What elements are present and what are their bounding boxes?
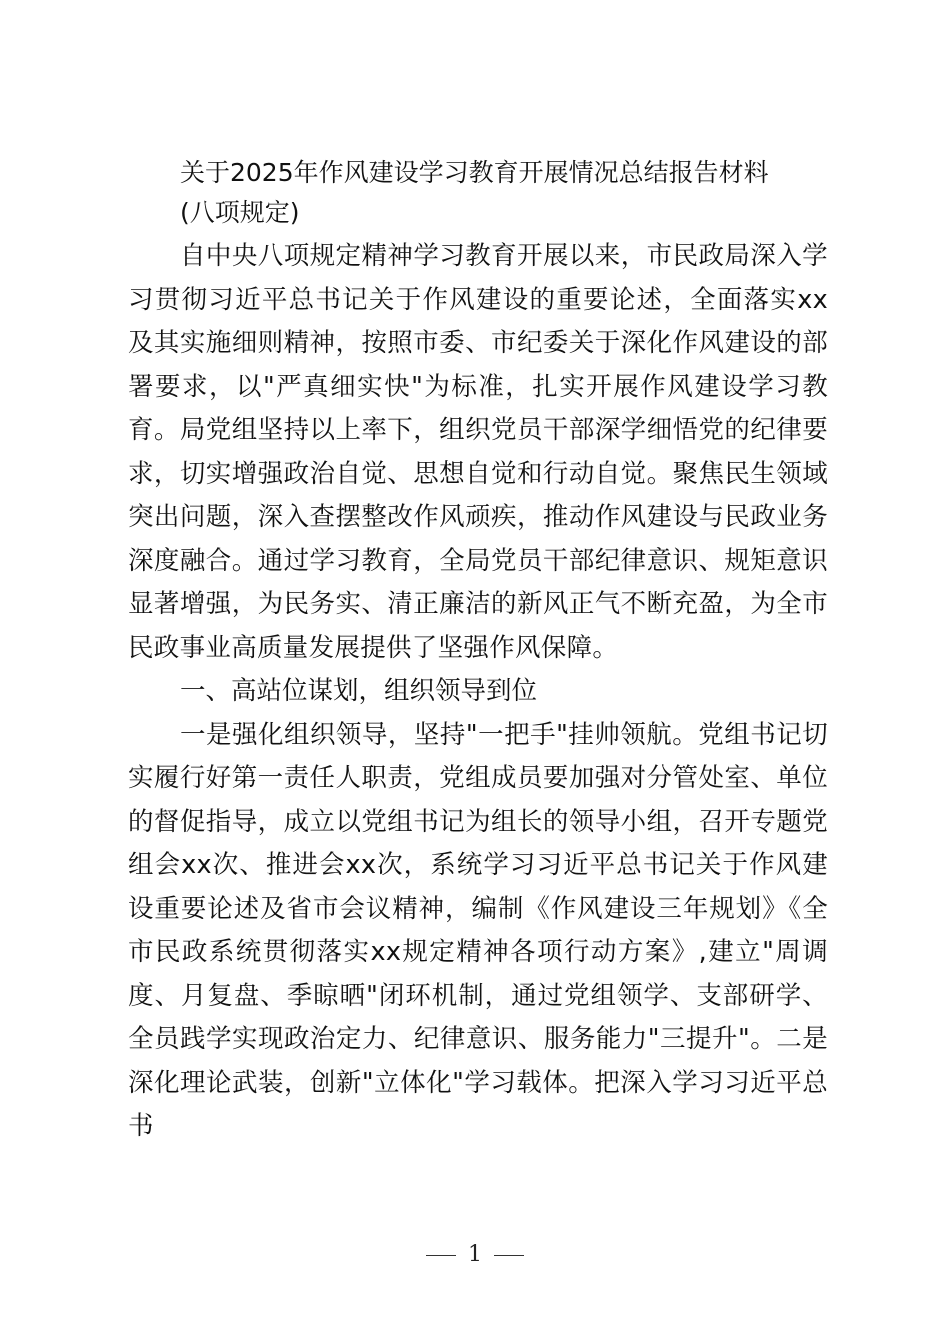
intro-paragraph: 自中央八项规定精神学习教育开展以来，市民政局深入学习贯彻习近平总书记关于作风建设的重要论述，全面落实xx及其实施细则精神，按照市委、市纪委关于深化作风建设的部署要求，以"严真细实快"为标准，扎实开展作风建设学习教育。局党组坚持以上率下，组织党员干部深学细悟党的纪律要求，切实增强政治自觉、思想自觉和行动自觉。聚焦民生领域突出问题，深入查摆整改作风顽疾，推动作风建设与民政业务深度融合。通过学习教育，全局党员干部纪律意识、规矩意识显著增强，为民务实、清正廉洁的新风正气不断充盈，为全市民政事业高质量发展提供了坚强作风保障。 [128,241,828,663]
section-heading-1: 一、高站位谋划，组织领导到位 [180,676,538,706]
footer-dash-left [426,1255,456,1256]
footer-dash-right [494,1255,524,1256]
document-body [128,155,828,1149]
document-subtitle: (八项规定) [180,198,300,227]
section-1-paragraph: 一是强化组织领导，坚持"一把手"挂帅领航。党组书记切实履行好第一责任人职责，党组成员要加强对分管处室、单位的督促指导，成立以党组书记为组长的领导小组，召开专题党组会xx次、推进会xx次，系统学习习近平总书记关于作风建设重要论述及省市会议精神，编制《作风建设三年规划》《全市民政系统贯彻落实xx规定精神各项行动方案》,建立"周调度、月复盘、季晾晒"闭环机制，通过党组领学、支部研学、全员践学实现政治定力、纪律意识、服务能力"三提升"。二是深化理论武装，创新"立体化"学习载体。把深入学习习近平总书 [128,719,828,1141]
document-title: 关于2025年作风建设学习教育开展情况总结报告材料 [180,158,769,187]
page-footer [0,1240,950,1270]
page-number: 1 [468,1242,482,1267]
